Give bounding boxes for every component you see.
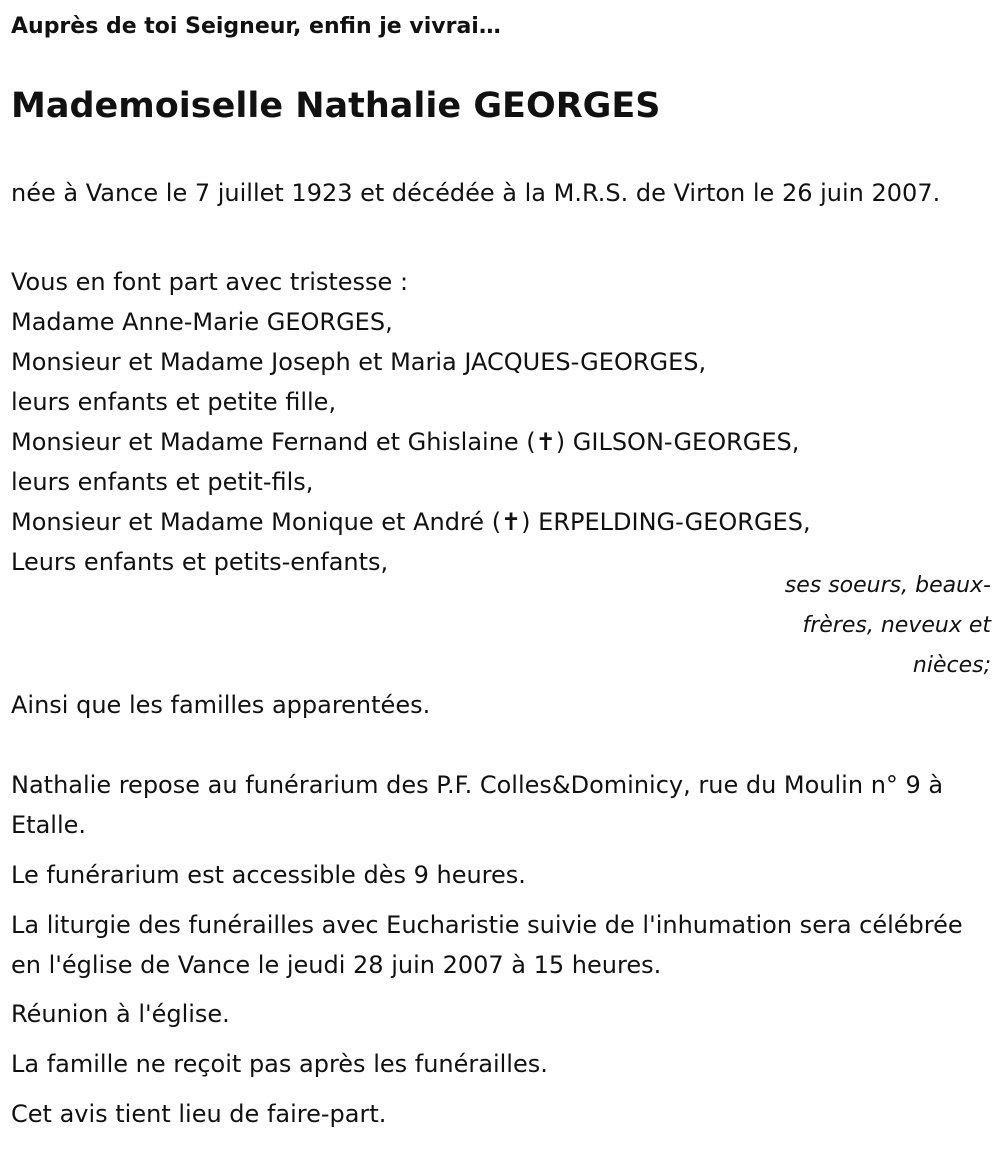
notice-text: Cet avis tient lieu de faire-part. (11, 1100, 387, 1128)
page-title: Mademoiselle Nathalie GEORGES (11, 86, 661, 126)
related-families-text: Ainsi que les familles apparentées. (11, 691, 431, 719)
family-line: Monsieur et Madame Fernand et Ghislaine (✝) GILSON-GEORGES, (11, 428, 800, 456)
siblings-note: ses soeurs, beaux-frères, neveux et nièces; (784, 573, 991, 678)
liturgy-text: La liturgie des funérailles avec Eucharistie suivie de l'inhumation sera célébrée en l'église de Vance le jeudi 28 juin 2007 à 15 heures. (11, 911, 963, 979)
family-line: Leurs enfants et petits-enfants, (11, 548, 389, 576)
motto-heading: Auprès de toi Seigneur, enfin je vivrai… (11, 14, 501, 39)
family-line: Monsieur et Madame Joseph et Maria JACQUES-GEORGES, (11, 348, 707, 376)
no-reception-text: La famille ne reçoit pas après les funérailles. (11, 1050, 548, 1078)
announcement-intro: Vous en font part avec tristesse : (11, 268, 409, 296)
meeting-place-text: Réunion à l'église. (11, 1000, 230, 1028)
family-line: leurs enfants et petite fille, (11, 388, 337, 416)
birth-death-text: née à Vance le 7 juillet 1923 et décédée à la M.R.S. de Virton le 26 juin 2007. (11, 179, 941, 207)
funeral-home-text: Nathalie repose au funérarium des P.F. Colles&Dominicy, rue du Moulin n° 9 à Etalle. (11, 771, 944, 839)
family-announcement (11, 262, 991, 582)
visiting-hours-text: Le funérarium est accessible dès 9 heures. (11, 861, 526, 889)
family-line: Madame Anne-Marie GEORGES, (11, 308, 393, 336)
family-line: Monsieur et Madame Monique et André (✝) ERPELDING-GEORGES, (11, 508, 811, 536)
family-line: leurs enfants et petit-fils, (11, 468, 314, 496)
